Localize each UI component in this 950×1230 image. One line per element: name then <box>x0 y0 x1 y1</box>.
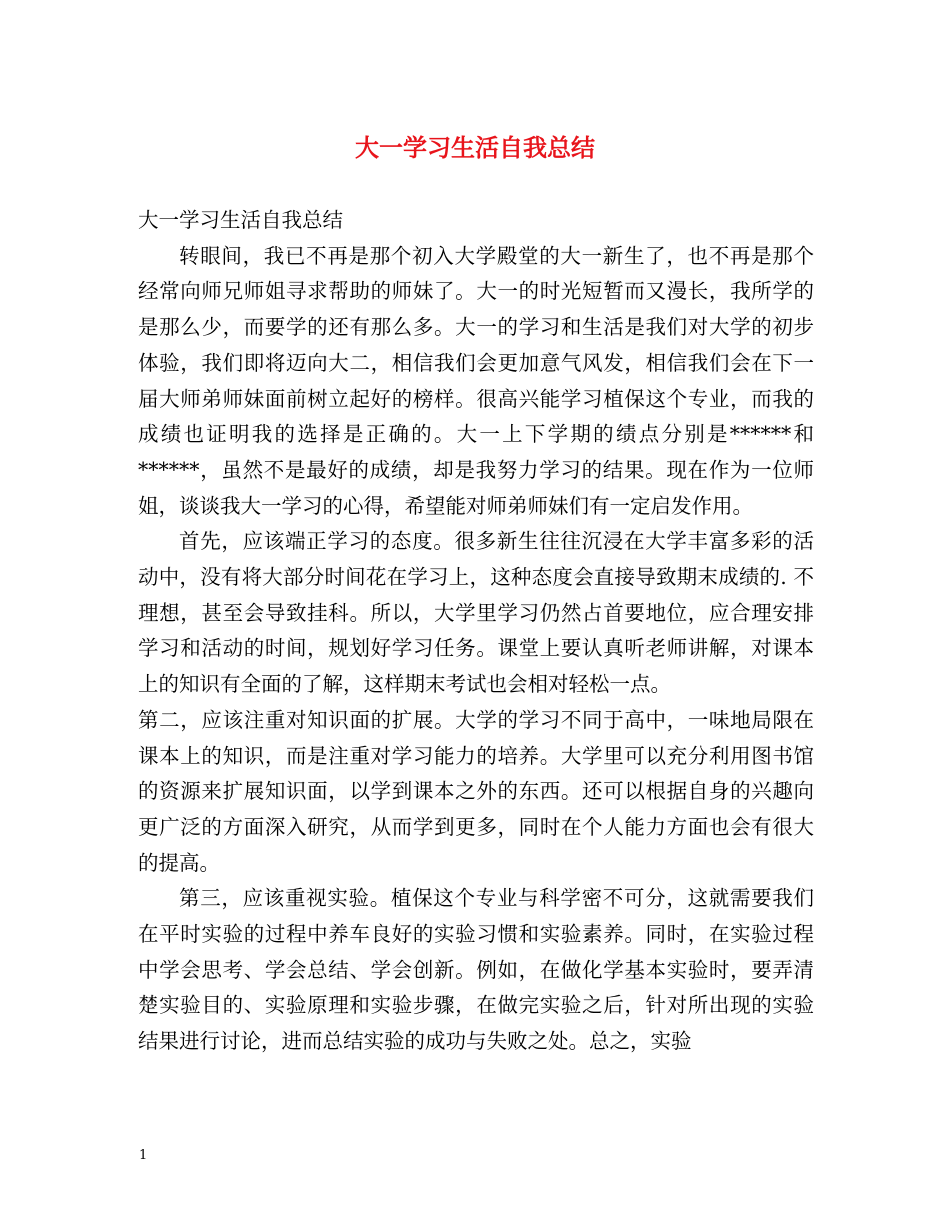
document-body <box>138 203 814 1060</box>
paragraph-first-point: 首先，应该端正学习的态度。很多新生往往沉浸在大学丰富多彩的活动中，没有将大部分时间花在学习上，这种态度会直接导致期末成绩的. 不理想，甚至会导致挂科。所以，大学里学习仍然占首要地位，应合理安排学习和活动的时间，规划好学习任务。课堂上要认真听老师讲解，对课本上的知识有全面的了解，这样期末考试也会相对轻松一点。 <box>138 529 814 697</box>
paragraph-intro: 转眼间，我已不再是那个初入大学殿堂的大一新生了，也不再是那个经常向师兄师姐寻求帮助的师妹了。大一的时光短暂而又漫长，我所学的是那么少，而要学的还有那么多。大一的学习和生活是我们对大学的初步体验，我们即将迈向大二，相信我们会更加意气风发，相信我们会在下一届大师弟师妹面前树立起好的榜样。很高兴能学习植保这个专业，而我的成绩也证明我的选择是正确的。大一上下学期的绩点分别是******和******，虽然不是最好的成绩，却是我努力学习的结果。现在作为一位师姐，谈谈我大一学习的心得，希望能对师弟师妹们有一定启发作用。 <box>138 243 814 518</box>
page-number: 1 <box>139 1148 148 1163</box>
page-title: 大一学习生活自我总结 <box>355 134 595 162</box>
document-subtitle: 大一学习生活自我总结 <box>138 208 343 232</box>
paragraph-third-point: 第三，应该重视实验。植保这个专业与科学密不可分，这就需要我们在平时实验的过程中养车良好的实验习惯和实验素养。同时，在实验过程中学会思考、学会总结、学会创新。例如，在做化学基本实验时，要弄清楚实验目的、实验原理和实验步骤，在做完实验之后，针对所出现的实验结果进行讨论，进而总结实验的成功与失败之处。总之，实验 <box>138 886 814 1054</box>
paragraph-second-point: 第二，应该注重对知识面的扩展。大学的学习不同于高中，一味地局限在课本上的知识，而是注重对学习能力的培养。大学里可以充分利用图书馆的资源来扩展知识面，以学到课本之外的东西。还可以根据自身的兴趣向更广泛的方面深入研究，从而学到更多，同时在个人能力方面也会有很大的提高。 <box>138 707 814 875</box>
